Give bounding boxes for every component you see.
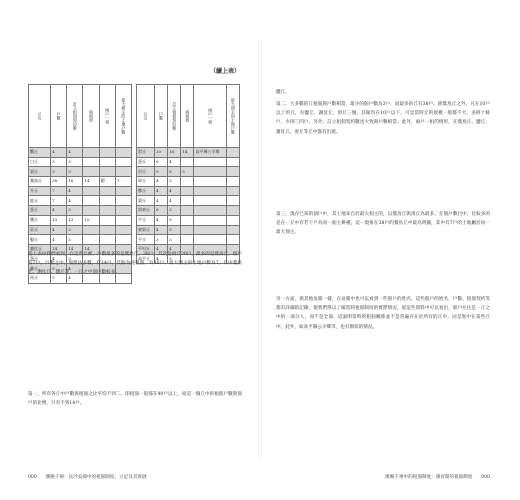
table-cell: 10 [83,215,99,225]
table-cell [226,186,239,196]
table-cell: 蛋丘 [137,157,155,167]
table-cell [115,167,131,177]
table-cell: 馬丘 [29,273,51,283]
table-cell: 4 [67,148,83,158]
table-cell: 13 [67,215,83,225]
table-cell: 蛋丘 [29,206,51,216]
table-cell: 莊丘 [29,225,51,235]
table-row [137,215,240,225]
table-cell: 3 [51,167,67,177]
table-cell: 3 [67,167,83,177]
table-cell: 4 [67,186,83,196]
running-header: 漢晚千禧中的租佃制度：漢晉間的租佃制度 [385,475,473,480]
table-cell [99,215,115,225]
table-cell: 20 [154,148,167,158]
table-cell [226,215,239,225]
table-cell: 4 [168,244,181,254]
table-row [137,196,240,206]
table-cell: 4 [51,148,67,158]
table-cell: 5 [181,167,194,177]
table-cell: 9 [51,264,67,274]
running-header: 漢晚千禧：長沙吳簡中的租佃制度，立足及其發展 [45,475,147,480]
table-cell [226,177,239,187]
table-cell: 3 [67,254,83,264]
table-row [29,167,132,177]
table-cell: 4 [154,177,167,187]
table-cell: 雞丘 [29,264,51,274]
table-row [29,225,132,235]
column-header: 最大佃主的土地戶數 [115,85,131,148]
table-cell: 3 [168,235,181,245]
table-cell [115,148,131,158]
right-page [276,60,490,480]
table-cell: 3 [154,235,167,245]
table-cell: 3 [168,206,181,216]
column-header: 兩戶一租 [99,85,115,148]
table-cell [83,225,99,235]
table-cell [115,157,131,167]
table-cell [115,225,131,235]
table-row [29,235,132,245]
table-cell: 栗丘 [29,167,51,177]
table-cell [83,196,99,206]
left-footer [28,474,242,480]
column-header: 純租佃 [83,85,99,148]
table-cell: 14 [83,177,99,187]
table-row [137,167,240,177]
table-cell: 4 [67,273,83,283]
table-cell [194,215,226,225]
table-cell [99,225,115,235]
table-cell [99,148,115,158]
table-row [137,148,240,158]
table-cell [99,235,115,245]
table-cell: 高平丘 [137,254,155,264]
left-page [28,60,242,480]
table-cell [226,206,239,216]
table-cell: 3 [168,215,181,225]
table-cell [181,196,194,206]
table-right [136,84,240,264]
table-cell: 4 [67,196,83,206]
table-cell: 16 [67,177,83,187]
table-cell [194,157,226,167]
column-header: 最大佃主的土地戶數 [226,85,239,148]
table-cell: 浴丘 [137,167,155,177]
table-cell: 栗丘 [137,196,155,206]
column-header: 戶數 [154,85,167,148]
table-cell [194,225,226,235]
table-cell: 4 [168,157,181,167]
table-row [29,157,132,167]
table-cell: 14 [67,244,83,254]
table-cell [115,235,131,245]
table-cell [115,196,131,206]
table-cell: 13 [51,215,67,225]
table-cell: 3 [67,225,83,235]
body-paragraph-1: 從上表中我們看到，在這些丘裡，戶數最多的是鶯鳥丘，38戶。其次是滑丘20戶。最多的是鶯鳥丘，佃戶有7戶。戶數之中，佃農佔多數，有14戶。其餘為純租佃，有16戶。最大佃主的土地戶數為7，其中鶯鳥丘、謝仗丘、鹽丘等，一丘之中佃戶數較多。 [28,252,242,276]
column-header: 丘名 [29,85,51,148]
table-cell [99,196,115,206]
table-row [29,177,132,187]
table-cell: 郭東丘 [137,206,155,216]
table-cell [194,167,226,177]
table-cell [181,215,194,225]
table-cell: 3 [67,235,83,245]
table-row [137,177,240,187]
table-cell [181,225,194,235]
table-cell: 14 [181,148,194,158]
table-row [137,186,240,196]
table-cell: 鶯鳥丘 [29,177,51,187]
table-row [137,225,240,235]
table-cell [194,177,226,187]
table-cell: 3 [67,206,83,216]
table-row [137,157,240,167]
column-header: 丘名 [137,85,155,148]
table-cell [194,235,226,245]
table-cell: 圍 [99,177,115,187]
table-cell [115,206,131,216]
table-cell: 14 [83,244,99,254]
column-header: 訂立租佃契約數 [168,85,181,148]
table-cell [181,186,194,196]
page-number: 000 [481,475,490,480]
column-header: 訂立租佃契約數 [67,85,83,148]
table-cell [181,157,194,167]
table-cell: 4 [51,254,67,264]
table-row [29,206,132,216]
body-paragraph-2: 第一，所有各丘中戶數與租佃之比平均不到二。即租佃一般都在40戶以上，而這一個丘中的租佃戶數與佃戶的比例，只有不到14戶。 [28,392,242,407]
table-cell [226,148,239,158]
table-cell: 4 [154,186,167,196]
page-number: 000 [28,475,37,480]
table-cell: 4 [154,196,167,206]
table-cell [226,225,239,235]
table-cell: 3 [168,225,181,235]
table-cell: 7 [51,196,67,206]
table-cell [226,196,239,206]
table-cell [99,206,115,216]
table-cell: 3 [51,157,67,167]
table-cell: 38 [51,177,67,187]
table-cell [226,157,239,167]
table-cell: 14 [51,244,67,254]
body-paragraph-top: 鹽丘。 [276,90,290,95]
table-row [29,186,132,196]
book-gutter [258,40,262,460]
table-cell [181,177,194,187]
table-cell [181,235,194,245]
table-cell: 鸚丘 [29,148,51,158]
table-cell: 4 [51,235,67,245]
table-cell: 滑丘 [137,148,155,158]
table-cell: 白丘 [29,157,51,167]
table-cell: 8 [168,167,181,177]
right-footer [276,474,490,480]
table-cell: 4 [154,225,167,235]
table-cell [99,157,115,167]
table-cell [226,235,239,245]
column-header: 兩戶一租 [194,85,226,148]
table-cell: 4 [168,186,181,196]
table-cell: 6 [154,206,167,216]
table-cell: 4 [51,206,67,216]
table-cell: 4 [154,254,167,264]
table-cell [194,196,226,206]
table-cell [226,167,239,177]
table-cell: 9 [154,167,167,177]
table-row [137,235,240,245]
table-cell: 4 [168,196,181,206]
table-cell [115,186,131,196]
table-cell: 3 [168,254,181,264]
table-cell [181,206,194,216]
table-cell: 4 [67,264,83,274]
table-cell: 4 [154,215,167,225]
table-cell: 鹽丘 [29,215,51,225]
table-row [29,215,132,225]
column-header: 戶數 [51,85,67,148]
table-cell: 平丘 [137,235,155,245]
table-cell: 3 [67,157,83,167]
table-cell: 7 [115,177,131,187]
table-cell: 4 [154,244,167,254]
table-cell [83,206,99,216]
table-cell: 鄭丘 [137,186,155,196]
table-cell [83,148,99,158]
table-cell: 東郭丘 [137,225,155,235]
table-cell: 謝仗丘 [29,244,51,254]
table-cell [115,215,131,225]
table-cell: 5 [51,273,67,283]
table-cell: 3 [168,177,181,187]
table-row [29,148,132,158]
table-cell [99,167,115,177]
table-cell: 蛋丘 [29,254,51,264]
body-paragraph-4: 另一方面，與其他吳簡一樣，在吳簡中也可以看到一些佃戶的姓名，這些佃戶的姓名、戶數、租佃契約等都有詳細的記錄，使我們得以了解當時租佃制度的實際情況。從這些資料中可以看出，佃戶往往是一丘之中的一部分人，而不是全部，這說明當時的租佃關係並不是普遍存在於所有的丘中，而是集中在某些丘中。此外，如高平縣公羊鄉等，也有類似的情況。 [276,297,490,330]
table-cell [194,206,226,216]
table-cell: 庭丘 [29,196,51,206]
table-cell [83,235,99,245]
table-cell: 平丘 [137,215,155,225]
table-cell [83,186,99,196]
table-cell: 高平縣公羊鄉 [194,148,226,158]
table-cell: 平村丘 [137,244,155,254]
body-paragraph-2: 第二，大多數的丘租佃與戶數相當，最少的佃戶數為3戶，而最多的丘有38戶。除鶯鳥丘之外，凡在10戶以上的丘，有鹽丘、謝仗丘、滑丘三個，其餘均在10戶以下。可見當時丘的規模一般都不大，多則十餘戶，少則三四戶。另外，訂立租佃契約數也大致與戶數相當。此外，兩戶一租的情形，在鶯鳥丘、鹽丘、謝仗丘、滑丘等丘中都有出現。 [276,102,490,135]
body-paragraph-3: 第三，現存已知的佃戶中，其土地來自於最大佃主的，以鶯鳥丘與滑丘為最多。在佃戶數目中，比較多的是在一丘中有若干戶為同一佃主耕種，這一現象在38戶的鶯鳥丘中最為明顯，其中有7戶的土地屬於同一最大佃主。 [276,212,490,236]
table-cell: 升丘 [29,186,51,196]
column-header: 純租佃 [181,85,194,148]
table-cell: 4 [51,225,67,235]
table-cell: 鑿丘 [29,235,51,245]
continued-label: （續上表） [209,68,240,75]
table-row [29,196,132,206]
table-row [137,206,240,216]
table-cell: 7 [51,186,67,196]
table-cell: 16 [168,148,181,158]
table-cell: 6 [154,157,167,167]
table-cell [194,186,226,196]
table-cell: 車丘 [137,177,155,187]
table-cell [83,157,99,167]
table-cell [99,186,115,196]
table-cell [83,167,99,177]
